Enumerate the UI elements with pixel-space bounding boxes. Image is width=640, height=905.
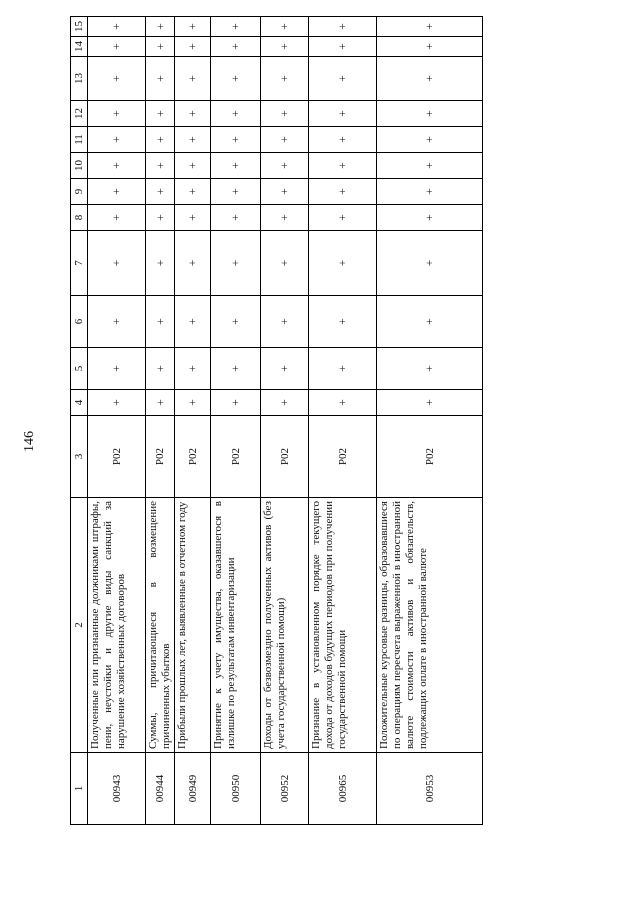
plus-mark: + <box>146 17 175 37</box>
column-header: 14 <box>71 37 88 57</box>
plus-mark: + <box>377 231 483 296</box>
row-description: Доходы от безвозмездно полученных активов (без учета государственной помощи) <box>261 498 309 753</box>
plus-mark: + <box>261 179 309 205</box>
plus-mark: + <box>175 296 211 348</box>
plus-mark: + <box>377 179 483 205</box>
plus-mark: + <box>377 127 483 153</box>
table-row <box>146 17 175 825</box>
plus-mark: + <box>211 17 261 37</box>
plus-mark: + <box>377 296 483 348</box>
table-row <box>211 17 261 825</box>
plus-mark: + <box>261 37 309 57</box>
table-row <box>309 17 377 825</box>
plus-mark: + <box>211 231 261 296</box>
plus-mark: + <box>146 127 175 153</box>
row-col3: Р02 <box>146 416 175 498</box>
row-description: Прибыли прошлых лет, выявленные в отчетном году <box>175 498 211 753</box>
plus-mark: + <box>309 17 377 37</box>
row-col3: Р02 <box>211 416 261 498</box>
plus-mark: + <box>211 57 261 101</box>
column-header: 7 <box>71 231 88 296</box>
plus-mark: + <box>88 153 146 179</box>
column-header: 15 <box>71 17 88 37</box>
plus-mark: + <box>309 179 377 205</box>
plus-mark: + <box>175 57 211 101</box>
column-header: 4 <box>71 390 88 416</box>
plus-mark: + <box>175 101 211 127</box>
row-col3: Р02 <box>261 416 309 498</box>
table-row <box>175 17 211 825</box>
plus-mark: + <box>261 57 309 101</box>
plus-mark: + <box>261 127 309 153</box>
column-header: 6 <box>71 296 88 348</box>
plus-mark: + <box>377 101 483 127</box>
plus-mark: + <box>146 296 175 348</box>
plus-mark: + <box>377 390 483 416</box>
plus-mark: + <box>88 101 146 127</box>
column-header: 3 <box>71 416 88 498</box>
plus-mark: + <box>309 153 377 179</box>
plus-mark: + <box>211 153 261 179</box>
plus-mark: + <box>146 37 175 57</box>
row-code: 00952 <box>261 753 309 825</box>
plus-mark: + <box>261 153 309 179</box>
plus-mark: + <box>175 205 211 231</box>
plus-mark: + <box>146 348 175 390</box>
plus-mark: + <box>211 205 261 231</box>
row-code: 00943 <box>88 753 146 825</box>
plus-mark: + <box>309 57 377 101</box>
plus-mark: + <box>175 153 211 179</box>
header-row <box>71 17 88 825</box>
plus-mark: + <box>88 127 146 153</box>
plus-mark: + <box>261 390 309 416</box>
plus-mark: + <box>88 17 146 37</box>
plus-mark: + <box>309 101 377 127</box>
plus-mark: + <box>261 17 309 37</box>
plus-mark: + <box>175 17 211 37</box>
table-row <box>377 17 483 825</box>
plus-mark: + <box>211 179 261 205</box>
row-code: 00965 <box>309 753 377 825</box>
plus-mark: + <box>261 101 309 127</box>
column-header: 1 <box>71 753 88 825</box>
column-header: 8 <box>71 205 88 231</box>
plus-mark: + <box>309 296 377 348</box>
plus-mark: + <box>211 348 261 390</box>
plus-mark: + <box>211 37 261 57</box>
plus-mark: + <box>146 57 175 101</box>
plus-mark: + <box>377 17 483 37</box>
row-description: Признание в установленном порядке текущего дохода от доходов будущих периодов при получении государственной помощи <box>309 498 377 753</box>
plus-mark: + <box>146 179 175 205</box>
column-header: 9 <box>71 179 88 205</box>
plus-mark: + <box>146 231 175 296</box>
plus-mark: + <box>146 390 175 416</box>
plus-mark: + <box>211 390 261 416</box>
accounts-table <box>70 16 483 825</box>
column-header: 11 <box>71 127 88 153</box>
row-code: 00950 <box>211 753 261 825</box>
plus-mark: + <box>88 179 146 205</box>
column-header: 13 <box>71 57 88 101</box>
row-description: Положительные курсовые разницы, образовавшиеся по операциям пересчета выраженной в иностранной валюте стоимости активов и обязательств, подлежащих оплате в иностранной валюте <box>377 498 483 753</box>
plus-mark: + <box>309 348 377 390</box>
plus-mark: + <box>261 296 309 348</box>
plus-mark: + <box>211 127 261 153</box>
plus-mark: + <box>175 390 211 416</box>
plus-mark: + <box>309 127 377 153</box>
plus-mark: + <box>261 231 309 296</box>
column-header: 12 <box>71 101 88 127</box>
row-description: Полученные или признанные должниками штрафы, пени, неустойки и другие виды санкций за нарушение хозяйственных договоров <box>88 498 146 753</box>
row-code: 00949 <box>175 753 211 825</box>
column-header: 10 <box>71 153 88 179</box>
plus-mark: + <box>88 348 146 390</box>
plus-mark: + <box>261 205 309 231</box>
row-description: Суммы, причитающиеся в возмещение причиненных убытков <box>146 498 175 753</box>
column-header: 2 <box>71 498 88 753</box>
plus-mark: + <box>146 101 175 127</box>
row-col3: Р02 <box>88 416 146 498</box>
plus-mark: + <box>377 205 483 231</box>
row-code: 00944 <box>146 753 175 825</box>
plus-mark: + <box>261 348 309 390</box>
row-col3: Р02 <box>175 416 211 498</box>
plus-mark: + <box>175 348 211 390</box>
rotated-table-wrap <box>70 21 480 825</box>
table-row <box>88 17 146 825</box>
row-col3: Р02 <box>309 416 377 498</box>
column-header: 5 <box>71 348 88 390</box>
plus-mark: + <box>175 179 211 205</box>
plus-mark: + <box>146 153 175 179</box>
row-code: 00953 <box>377 753 483 825</box>
plus-mark: + <box>377 37 483 57</box>
page-number: 146 <box>22 431 37 452</box>
plus-mark: + <box>211 101 261 127</box>
plus-mark: + <box>88 57 146 101</box>
plus-mark: + <box>309 390 377 416</box>
plus-mark: + <box>377 57 483 101</box>
row-col3: Р02 <box>377 416 483 498</box>
plus-mark: + <box>309 205 377 231</box>
plus-mark: + <box>88 296 146 348</box>
plus-mark: + <box>377 153 483 179</box>
plus-mark: + <box>309 37 377 57</box>
plus-mark: + <box>146 205 175 231</box>
plus-mark: + <box>88 205 146 231</box>
plus-mark: + <box>377 348 483 390</box>
plus-mark: + <box>88 37 146 57</box>
plus-mark: + <box>175 37 211 57</box>
row-description: Принятие к учету имущества, оказавшегося в излишке по результатам инвентаризации <box>211 498 261 753</box>
plus-mark: + <box>175 127 211 153</box>
plus-mark: + <box>175 231 211 296</box>
table-row <box>261 17 309 825</box>
plus-mark: + <box>88 231 146 296</box>
plus-mark: + <box>88 390 146 416</box>
plus-mark: + <box>309 231 377 296</box>
plus-mark: + <box>211 296 261 348</box>
